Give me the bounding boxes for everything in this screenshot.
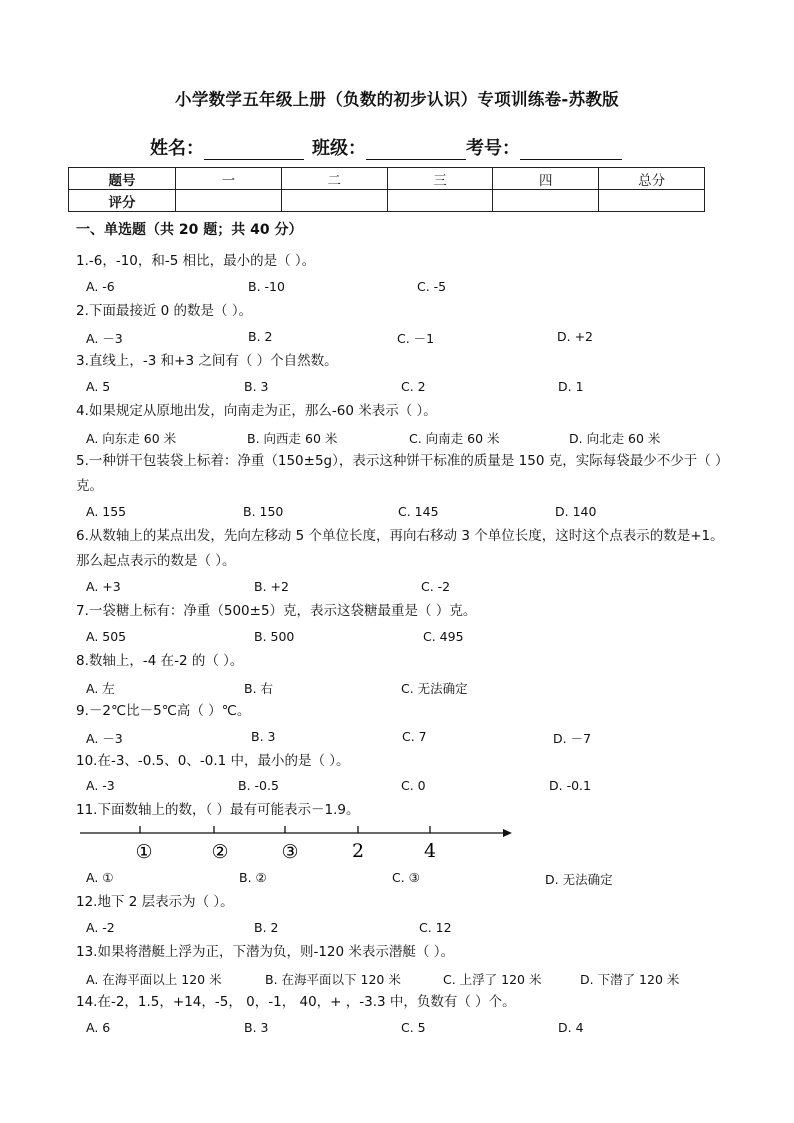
option[interactable]: A. +3: [86, 579, 121, 594]
number-line: [80, 818, 520, 868]
score-header-cell: 三: [387, 168, 493, 190]
option[interactable]: B. ②: [239, 870, 267, 885]
question-text: 7.一袋糖上标有：净重（500±5）克，表示这袋糖最重是（ ）克。: [76, 603, 477, 619]
score-cell[interactable]: [176, 190, 282, 212]
score-header-cell: 题号: [69, 168, 176, 190]
option[interactable]: B. 右: [244, 681, 274, 696]
option[interactable]: A. －3: [86, 331, 123, 346]
option[interactable]: C. ③: [392, 870, 420, 885]
option[interactable]: B. -0.5: [238, 778, 279, 793]
score-header-cell: 一: [176, 168, 282, 190]
section-title: 一、单选题（共 20 题；共 40 分）: [76, 222, 303, 238]
score-value-row: [69, 190, 705, 212]
option[interactable]: C. 12: [419, 920, 452, 935]
option[interactable]: D. 下潜了 120 米: [580, 972, 680, 987]
option[interactable]: B. 2: [254, 920, 279, 935]
option[interactable]: A. 155: [86, 504, 127, 519]
option[interactable]: C. 无法确定: [401, 681, 468, 696]
question-text: 11.下面数轴上的数，（ ）最有可能表示－1.9。: [76, 802, 360, 818]
option[interactable]: C. -5: [417, 279, 447, 294]
score-cell[interactable]: [493, 190, 599, 212]
option[interactable]: B. 向西走 60 米: [247, 431, 338, 446]
option[interactable]: A. 5: [86, 379, 111, 394]
option[interactable]: C. 5: [401, 1020, 426, 1035]
page-title: 小学数学五年级上册（负数的初步认识）专项训练卷-苏教版: [175, 90, 619, 109]
option[interactable]: C. －1: [397, 331, 435, 346]
option[interactable]: B. 3: [244, 379, 269, 394]
class-blank[interactable]: [366, 139, 466, 160]
option[interactable]: A. 6: [86, 1020, 111, 1035]
question-text: 14.在-2，1.5，+14，-5， 0，-1， 40，+ ，-3.3 中，负数有（ ）个。: [76, 994, 516, 1010]
option[interactable]: B. 3: [244, 1020, 269, 1035]
score-cell[interactable]: [599, 190, 705, 212]
question-text: 8.数轴上，-4 在-2 的（ ）。: [76, 653, 244, 669]
score-row-label: 评分: [69, 190, 176, 212]
option[interactable]: B. 3: [251, 729, 276, 744]
option[interactable]: D. －7: [553, 731, 592, 746]
option[interactable]: A. -2: [86, 920, 115, 935]
option[interactable]: D. 140: [555, 504, 597, 519]
option[interactable]: D. 无法确定: [545, 872, 613, 887]
option[interactable]: B. +2: [254, 579, 289, 594]
option[interactable]: D. 4: [558, 1020, 584, 1035]
option[interactable]: A. 向东走 60 米: [86, 431, 177, 446]
question-text: 2.下面最接近 0 的数是（ ）。: [76, 303, 253, 319]
option[interactable]: D. -0.1: [549, 778, 591, 793]
option[interactable]: C. 2: [401, 379, 426, 394]
name-label: 姓名：: [150, 138, 204, 159]
student-info: [150, 134, 622, 160]
option[interactable]: D. 1: [558, 379, 584, 394]
option[interactable]: B. 在海平面以下 120 米: [265, 972, 401, 987]
question-text: 10.在-3、-0.5、0、-0.1 中，最小的是（ ）。: [76, 753, 350, 769]
option[interactable]: C. 0: [401, 778, 426, 793]
option[interactable]: A. -6: [86, 279, 115, 294]
question-text: 3.直线上，-3 和+3 之间有（ ）个自然数。: [76, 353, 338, 369]
score-table: [68, 167, 705, 212]
option[interactable]: B. 500: [254, 629, 295, 644]
question-text: 9.－2℃比－5℃高（ ）℃。: [76, 703, 251, 719]
question-text: 13.如果将潜艇上浮为正，下潜为负，则-120 米表示潜艇（ ）。: [76, 944, 454, 960]
score-cell[interactable]: [387, 190, 493, 212]
option[interactable]: B. -10: [248, 279, 285, 294]
score-cell[interactable]: [281, 190, 387, 212]
option[interactable]: C. 7: [402, 729, 427, 744]
option[interactable]: D. +2: [557, 329, 593, 344]
name-blank[interactable]: [204, 139, 304, 160]
number-line-label: ③: [281, 841, 299, 863]
number-line-label: ①: [135, 841, 153, 863]
question-text: 1.-6，-10，和-5 相比，最小的是（ ）。: [76, 253, 316, 269]
option[interactable]: C. 495: [423, 629, 464, 644]
option[interactable]: B. 2: [248, 329, 273, 344]
option[interactable]: C. 145: [398, 504, 439, 519]
score-header-row: [69, 168, 705, 190]
score-header-cell: 总分: [599, 168, 705, 190]
question-text: 6.从数轴上的某点出发，先向左移动 5 个单位长度，再向右移动 3 个单位长度，这时这个点表示的数是+1。那么起点表示的数是（ ）。: [76, 528, 724, 569]
option[interactable]: C. 上浮了 120 米: [443, 972, 542, 987]
option[interactable]: A. 505: [86, 629, 127, 644]
question-text: 4.如果规定从原地出发，向南走为正，那么-60 米表示（ ）。: [76, 403, 437, 419]
option[interactable]: A. 在海平面以上 120 米: [86, 972, 222, 987]
option[interactable]: D. 向北走 60 米: [569, 431, 661, 446]
option[interactable]: A. 左: [86, 681, 115, 696]
option[interactable]: B. 150: [243, 504, 284, 519]
number-line-label: 2: [351, 840, 365, 862]
option[interactable]: A. -3: [86, 778, 115, 793]
score-header-cell: 二: [281, 168, 387, 190]
number-line-label: ②: [211, 841, 229, 863]
exam-label: 考号：: [466, 138, 520, 159]
score-header-cell: 四: [493, 168, 599, 190]
question-text: 12.地下 2 层表示为（ ）。: [76, 894, 234, 910]
number-line-label: 4: [423, 840, 437, 862]
class-label: 班级：: [312, 138, 366, 159]
option[interactable]: C. 向南走 60 米: [409, 431, 500, 446]
option[interactable]: A. －3: [86, 731, 123, 746]
option[interactable]: C. -2: [421, 579, 451, 594]
question-text: 5.一种饼干包装袋上标着：净重（150±5g），表示这种饼干标准的质量是 150 克，实际每袋最少不少于（ ）克。: [76, 453, 729, 494]
exam-blank[interactable]: [520, 139, 622, 160]
option[interactable]: A. ①: [86, 870, 114, 885]
